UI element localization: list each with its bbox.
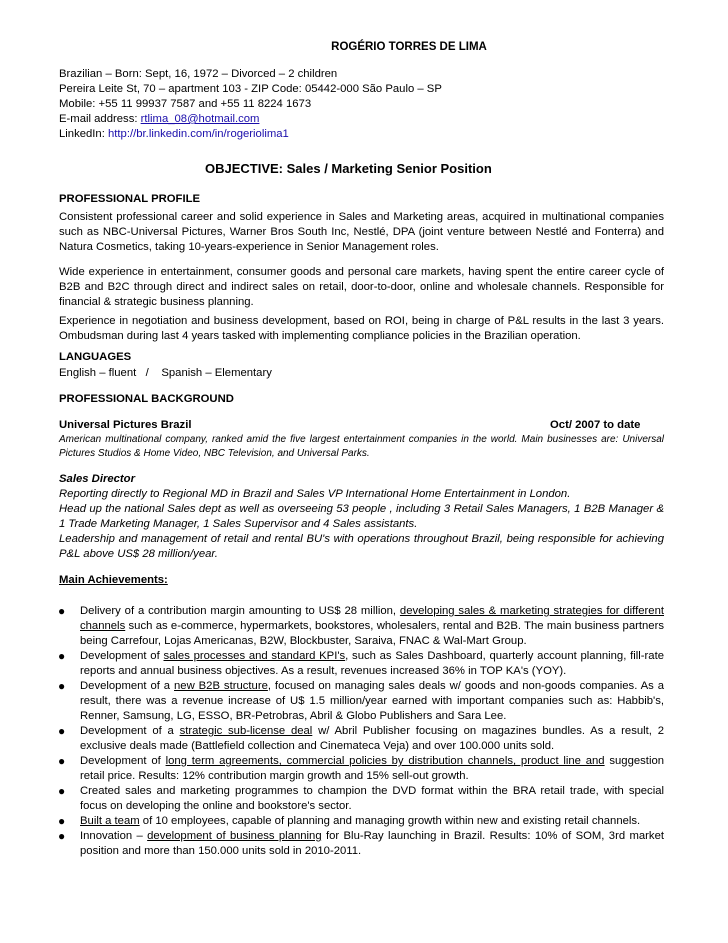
candidate-name: ROGÉRIO TORRES DE LIMA	[331, 41, 487, 53]
achievement-text: Development of a	[80, 680, 175, 692]
achievement-text-cont: w/ Abril Publisher focusing on magazines bundles. As a result, 2 exclusive deals made (Battlefield collection and Cinemateca Veja) and over 100.000 units sold.	[80, 725, 664, 752]
achievement-text: Development of	[80, 650, 164, 662]
phone: Mobile: +55 11 99937 7587 and +55 11 8224 1673	[59, 98, 312, 110]
achievement-item	[59, 649, 664, 679]
achievement-highlight: long term agreements, commercial policies by distribution channels, product line and	[165, 755, 605, 767]
bullet-icon: ●	[58, 829, 66, 843]
role-description-1: Reporting directly to Regional MD in Brazil and Sales VP International Home Entertainment in London.	[59, 488, 571, 500]
bullet-icon: ●	[58, 604, 66, 618]
achievement-text: Development of a	[80, 725, 180, 737]
achievement-text: Innovation –	[80, 830, 148, 842]
achievement-text-cont: such as e-commerce, hypermarkets, bookstores, wholesalers, rental and B2B. The main business partners being Carrefour, Lojas Americanas, B2W, Blockbuster, Saraiva, FNAC & Wal-Mart Group.	[80, 620, 664, 647]
role-description-2: Head up the national Sales dept as well as overseeing 53 people , including 3 Retail Sales Managers, 1 B2B Manager & 1 Trade Marketing Manager, 1 Sales Supervisor and 4 Sales assistants.	[59, 503, 664, 530]
bullet-icon: ●	[58, 679, 66, 693]
achievement-highlight: Built a team	[80, 815, 140, 827]
profile-paragraph-2: Wide experience in entertainment, consumer goods and personal care markets, having spent the entire career cycle of B2B and B2C through direct and indirect sales on retail, door-to-door, online and wholesale channels. Responsible for financial & strategic business planning.	[59, 266, 664, 308]
achievement-highlight: developing sales & marketing strategies for different channels	[80, 605, 665, 632]
achievement-item	[59, 604, 664, 649]
bullet-icon: ●	[58, 814, 66, 828]
personal-info: Brazilian – Born: Sept, 16, 1972 – Divorced – 2 children	[59, 68, 338, 80]
achievement-item	[59, 679, 664, 724]
achievement-text-cont: , focused on managing sales deals w/ goods and non-goods companies. As a result, there was a revenue increase of U$ 1.5 million/year earned with important companies such as: Habbib's, Renner, Samsung, LG, ESSO, BR-Petrobras, Abril & Globo Publishers and Sara Lee.	[80, 680, 665, 722]
company-name: Universal Pictures Brazil	[59, 419, 192, 431]
bullet-icon: ●	[58, 754, 66, 768]
achievements-heading: Main Achievements:	[59, 574, 168, 586]
linkedin-label: LinkedIn:	[59, 128, 108, 140]
achievement-item	[59, 784, 664, 814]
objective-heading: OBJECTIVE: Sales / Marketing Senior Position	[205, 161, 492, 176]
bullet-icon: ●	[58, 649, 66, 663]
profile-paragraph-3: Experience in negotiation and business development, based on ROI, being in charge of P&L results in the last 3 years. Ombudsman during last 4 years tasked with implementing compliance policies in the Brazilian operation.	[59, 315, 664, 342]
role-description	[59, 487, 664, 562]
achievement-item	[59, 724, 664, 754]
achievement-text: Development of	[80, 755, 166, 767]
achievement-text: Created sales and marketing programmes to champion the DVD format within the BRA retail trade, with special focus on developing the online and bookstore's sector.	[80, 785, 664, 812]
background-heading: PROFESSIONAL BACKGROUND	[59, 393, 234, 405]
achievement-highlight: development of business planning	[147, 830, 322, 842]
achievements-list	[59, 604, 664, 859]
achievement-item	[59, 754, 664, 784]
achievement-text: Delivery of a contribution margin amounting to US$ 28 million,	[80, 605, 400, 617]
achievement-text-cont: , such as Sales Dashboard, quarterly account planning, fill-rate reports and annual business objectives. As a result, revenues increased 36% in TOP KA's (YOY).	[80, 650, 664, 677]
languages-text: English – fluent / Spanish – Elementary	[59, 367, 272, 379]
achievement-text-cont: of 10 employees, capable of planning and managing growth within new and existing retail channels.	[139, 815, 641, 827]
profile-section	[59, 210, 664, 344]
bullet-icon: ●	[58, 724, 66, 738]
achievement-text-cont: for Blu-Ray launching in Brazil. Results: 10% of SOM, 3rd market position and more than 150.000 units sold in 2010-2011.	[80, 830, 665, 857]
role-description-3: Leadership and management of retail and rental BU's with operations throughout Brazil, being responsible for achieving P&L above US$ 28 million/year.	[59, 533, 664, 560]
company-description: American multinational company, ranked amid the five largest entertainment companies in the world. Main businesses are: Universal Pictures Studios & Home Video, NBC Television, and Universal Parks.	[59, 434, 664, 459]
profile-paragraph-1: Consistent professional career and solid experience in Sales and Marketing areas, acquired in multinational companies such as NBC-Universal Pictures, Warner Bros South Inc, Nestlé, DPA (joint venture between Nestlé and Fonterra) and Natura Cosmetics, taking 10-years-experience in Senior Management roles.	[59, 211, 664, 253]
linkedin-link[interactable]: http://br.linkedin.com/in/rogeriolima1	[108, 128, 289, 140]
achievement-highlight: new B2B structure	[174, 680, 268, 692]
role-title: Sales Director	[59, 473, 135, 485]
linkedin-line	[59, 127, 679, 142]
profile-heading: PROFESSIONAL PROFILE	[59, 193, 201, 205]
address: Pereira Leite St, 70 – apartment 103 - ZIP Code: 05442-000 São Paulo – SP	[59, 83, 442, 95]
employment-period: Oct/ 2007 to date	[550, 419, 641, 431]
achievement-highlight: strategic sub-license deal	[179, 725, 313, 737]
achievement-highlight: sales processes and standard KPI's	[163, 650, 346, 662]
bullet-icon: ●	[58, 784, 66, 798]
email-label: E-mail address:	[59, 113, 141, 125]
achievement-text-cont: suggestion retail price. Results: 12% contribution margin growth and 15% sell-out growth.	[80, 755, 665, 782]
achievement-item	[59, 829, 664, 859]
email-line	[59, 112, 679, 127]
achievement-item	[59, 814, 664, 829]
email-link[interactable]: rtlima_08@hotmail.com	[140, 113, 260, 125]
languages-heading: LANGUAGES	[59, 351, 132, 363]
contact-block	[59, 67, 679, 142]
